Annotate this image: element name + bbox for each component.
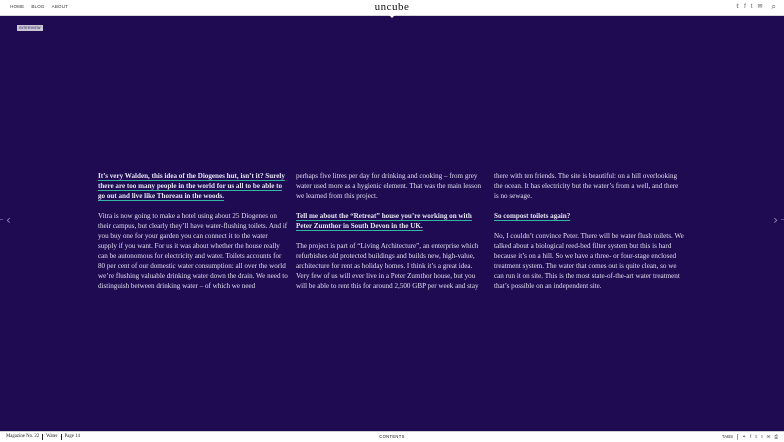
prev-edge-tick bbox=[0, 219, 3, 220]
interview-answer-continued: perhaps five litres per day for drinking and cooking – from grey water used more as a hygienic element. That was the main lesson we learned from this project. bbox=[296, 172, 482, 201]
next-page-arrow-icon[interactable]: › bbox=[773, 213, 778, 227]
facebook-icon[interactable]: f bbox=[744, 4, 746, 10]
logo-caret bbox=[389, 15, 395, 18]
breadcrumb-issue[interactable]: Water bbox=[46, 434, 58, 439]
toc-button[interactable]: TABS bbox=[721, 434, 734, 439]
twitter-icon[interactable]: 𝕥 bbox=[755, 434, 758, 439]
contents-button[interactable]: CONTENTS bbox=[379, 434, 405, 439]
tumblr-icon[interactable]: t bbox=[750, 4, 753, 10]
mail-icon[interactable]: ✉ bbox=[766, 434, 771, 439]
prev-page-arrow-icon[interactable]: ‹ bbox=[6, 213, 11, 227]
search-icon[interactable]: ⌕ bbox=[771, 2, 776, 11]
tumblr-icon[interactable]: t bbox=[761, 434, 763, 439]
nav-about-link[interactable]: ABOUT bbox=[51, 4, 69, 9]
article-column-1 bbox=[98, 171, 288, 302]
breadcrumb-magazine[interactable]: Magazine No. 22 bbox=[6, 434, 40, 439]
link-icon[interactable]: ⚭ bbox=[742, 434, 746, 439]
breadcrumb-page: Page 14 bbox=[64, 434, 80, 439]
interview-answer: Vitra is now going to make a hotel using about 25 Diogenes on their campus, but clearly they’ll have water-flushing toilets. And if you buy one for your garden you can connect it to the water supply if you want. For us it was about whether the house really can be autonomous for electricity and water. Toilets accounts for 80 per cent of our domestic water consumption: all over the world we’re flushing valuable drinking water down the drain. We need to distinguish between drinking water – of which we need bbox=[98, 212, 288, 291]
interview-answer: The project is part of “Living Architecture”, an enterprise which refurbishes old protected buildings and builds new, high-value, architecture for rent as holiday homes. I think it’s a great idea. Very few of us will ever live in a Peter Zumthor house, but you will be able to rent this for around 2,500 GBP per week and stay bbox=[296, 242, 479, 291]
section-tag: INTERVIEW bbox=[19, 26, 41, 30]
twitter-icon[interactable]: 𝕥 bbox=[736, 4, 740, 10]
print-icon[interactable]: ⎙ bbox=[774, 434, 778, 439]
article-column-3 bbox=[494, 171, 684, 301]
nav-blog-link[interactable]: BLOG bbox=[31, 4, 45, 9]
interview-question: Tell me about the “Retreat” house you’re working on with Peter Zumthor in South Devon in the UK. bbox=[296, 212, 472, 231]
facebook-icon[interactable]: f bbox=[749, 434, 752, 439]
mail-icon[interactable]: ✉ bbox=[757, 4, 763, 10]
site-logo[interactable]: uncube bbox=[374, 1, 410, 13]
interview-answer: No, I couldn’t convince Peter. There will be water flush toilets. We talked about a biological reed-bed filter system but this is hard because it’s on a hill. So we have a three- or four-stage enclosed treatment system. The water that comes out is quite clean, so we can run it on site. This is the most state-of-the-art water treatment that’s possible on an independent site. bbox=[494, 232, 684, 291]
bottom-tools bbox=[722, 433, 778, 440]
interview-question: So compost toilets again? bbox=[494, 212, 571, 221]
article-column-2 bbox=[296, 171, 486, 301]
top-social-icons bbox=[736, 3, 776, 11]
bottom-bar bbox=[0, 431, 784, 442]
interview-question: It’s very Walden, this idea of the Diogenes hut, isn’t it? Surely there are too many people in the world for us all to be able to go out and live like Thoreau in the woods. bbox=[98, 172, 285, 201]
tools-divider bbox=[737, 434, 738, 440]
nav-home-link[interactable]: HOME bbox=[10, 4, 25, 9]
top-bar bbox=[0, 0, 784, 16]
interview-answer-continued: there with ten friends. The site is beautiful: on a hill overlooking the ocean. It has electricity but the water’s from a well, and there is no sewage. bbox=[494, 172, 679, 201]
